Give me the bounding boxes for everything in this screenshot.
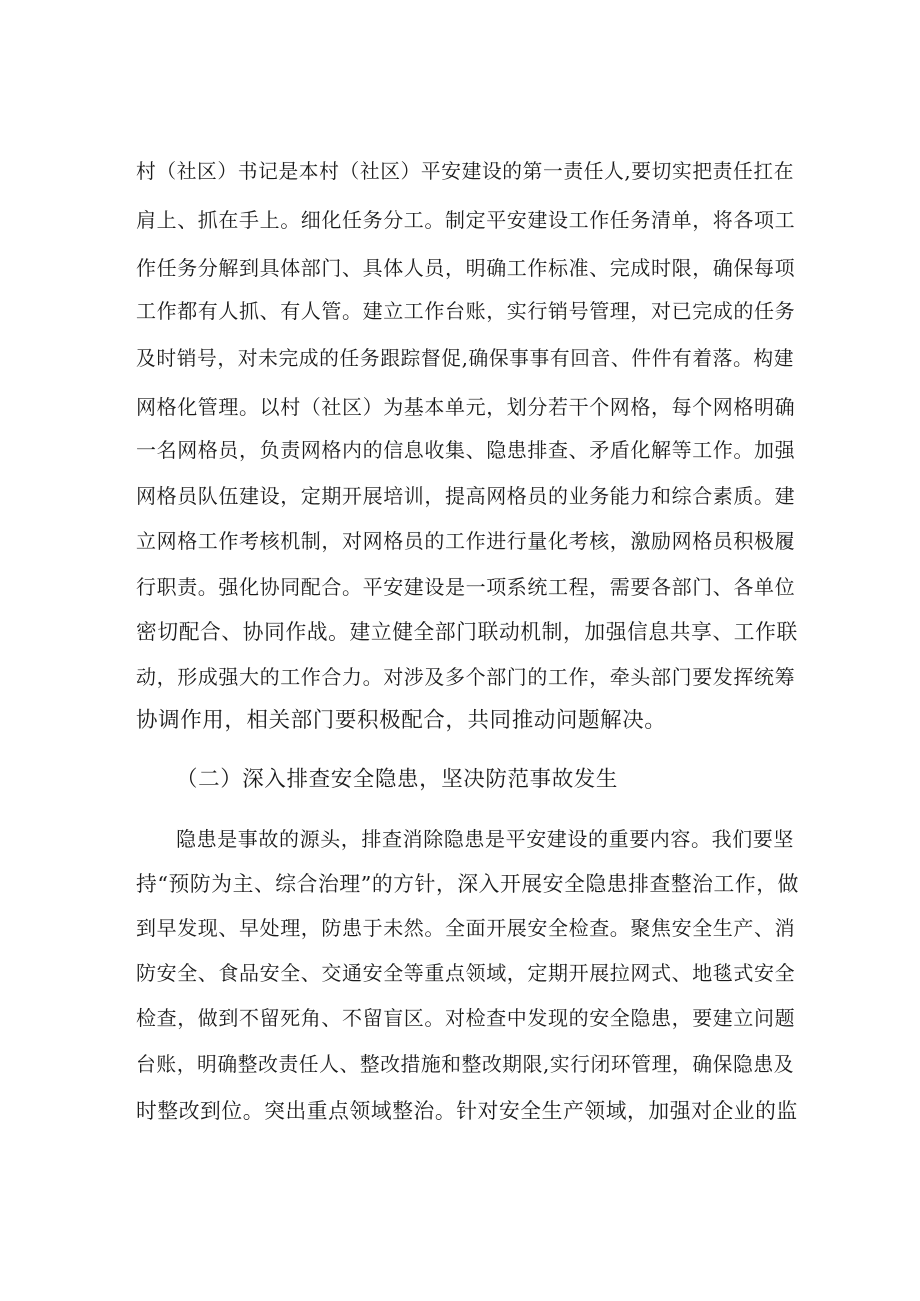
text-line: 一名网格员，负责网格内的信息收集、隐患排查、矛盾化解等工作。加强: [136, 438, 796, 462]
text-line: 台账，明确整改责任人、整改措施和整改期限,实行闭环管理，确保隐患及: [136, 1053, 795, 1076]
text-line: 密切配合、协同作战。建立健全部门联动机制，加强信息共享、工作联: [136, 620, 798, 644]
text-line: 防安全、食品安全、交通安全等重点领域，定期开展拉网式、地毯式安全: [136, 961, 796, 985]
text-line: 行职责。强化协同配合。平安建设是一项系统工程，需要各部门、各单位: [136, 575, 796, 599]
text-line: 到早发现、早处理，防患于未然。全面开展安全检查。聚焦安全生产、消: [136, 916, 796, 940]
text-line: 隐患是事故的源头，排查消除隐患是平安建设的重要内容。我们要坚: [176, 827, 794, 851]
text-line: 肩上、抓在手上。细化任务分工。制定平安建设工作任务清单，将各项工: [136, 208, 796, 232]
text-line: 持“预防为主、综合治理”的方针，深入开展安全隐患排查整治工作，做: [136, 872, 799, 896]
text-line: 动，形成强大的工作合力。对涉及多个部门的工作，牵头部门要发挥统筹: [136, 665, 796, 689]
text-line: 协调作用，相关部门要积极配合，共同推动问题解决。: [136, 708, 667, 733]
text-line: 检查，做到不留死角、不留盲区。对检查中发现的安全隐患，要建立问题: [136, 1006, 796, 1030]
text-line: 网格化管理。以村（社区）为基本单元，划分若干个网格，每个网格明确: [136, 395, 796, 419]
text-line: 工作都有人抓、有人管。建立工作台账，实行销号管理，对已完成的任务: [136, 299, 796, 323]
text-line: 及时销号，对未完成的任务跟踪督促,确保事事有回音、件件有着落。构建: [136, 347, 795, 370]
text-line: 网格员队伍建设，定期开展培训，提高网格员的业务能力和综合素质。建: [136, 484, 796, 508]
text-line: 时整改到位。突出重点领域整治。针对安全生产领域，加强对企业的监: [136, 1099, 798, 1123]
section-heading: （二）深入排查安全隐患，坚决防范事故发生: [176, 767, 619, 792]
text-line: 立网格工作考核机制，对网格员的工作进行量化考核，激励网格员积极履: [136, 529, 796, 553]
text-line: 村（社区）书记是本村（社区）平安建设的第一责任人,要切实把责任扛在: [136, 160, 795, 183]
text-line: 作任务分解到具体部门、具体人员，明确工作标准、完成时限，确保每项: [136, 256, 796, 280]
